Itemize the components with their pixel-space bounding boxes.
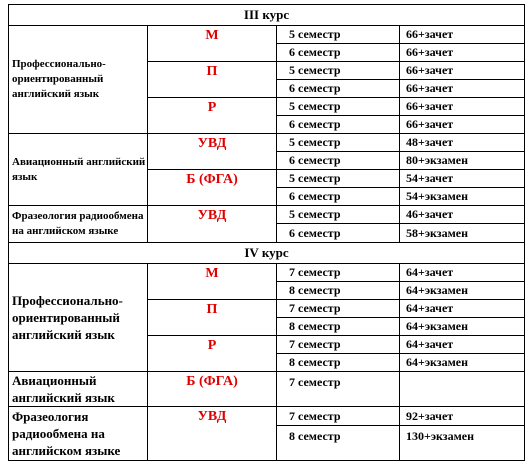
semester-cell: 5 семестр bbox=[277, 170, 400, 188]
subject-name: Авиационный английский язык bbox=[9, 134, 148, 206]
specialty-label: М bbox=[148, 26, 277, 62]
result-cell: 66+зачет bbox=[400, 98, 525, 116]
semester-cell: 5 семестр bbox=[277, 98, 400, 116]
table-row bbox=[9, 134, 525, 152]
specialty-label: УВД bbox=[148, 206, 277, 243]
table-row bbox=[9, 206, 525, 224]
semester-cell: 5 семестр bbox=[277, 26, 400, 44]
specialty-label: УВД bbox=[148, 407, 277, 461]
specialty-label: Р bbox=[148, 336, 277, 372]
result-cell bbox=[400, 372, 525, 407]
course-header-row bbox=[9, 5, 525, 26]
specialty-label: Б (ФГА) bbox=[148, 170, 277, 206]
semester-cell: 7 семестр bbox=[277, 300, 400, 318]
table-row bbox=[9, 372, 525, 407]
subject-name: Фразеология радиообмена на английском языке bbox=[9, 206, 148, 243]
table-row bbox=[9, 26, 525, 44]
specialty-label: П bbox=[148, 62, 277, 98]
specialty-label: Б (ФГА) bbox=[148, 372, 277, 407]
specialty-label: П bbox=[148, 300, 277, 336]
result-cell: 66+зачет bbox=[400, 80, 525, 98]
result-cell: 80+экзамен bbox=[400, 152, 525, 170]
result-cell: 130+экзамен bbox=[400, 426, 525, 461]
course-title: III курс bbox=[9, 5, 525, 26]
result-cell: 66+зачет bbox=[400, 44, 525, 62]
specialty-label: УВД bbox=[148, 134, 277, 170]
subject-name: Профессионально-ориентированный английский язык bbox=[9, 26, 148, 134]
table-row bbox=[9, 407, 525, 426]
result-cell: 66+зачет bbox=[400, 116, 525, 134]
result-cell: 64+зачет bbox=[400, 336, 525, 354]
semester-cell: 7 семестр bbox=[277, 264, 400, 282]
semester-cell: 8 семестр bbox=[277, 426, 400, 461]
table-row bbox=[9, 264, 525, 282]
semester-cell: 6 семестр bbox=[277, 152, 400, 170]
subject-name: Авиационный английский язык bbox=[9, 372, 148, 407]
result-cell: 54+экзамен bbox=[400, 188, 525, 206]
result-cell: 46+зачет bbox=[400, 206, 525, 224]
semester-cell: 6 семестр bbox=[277, 44, 400, 62]
specialty-label: М bbox=[148, 264, 277, 300]
semester-cell: 7 семестр bbox=[277, 336, 400, 354]
result-cell: 54+зачет bbox=[400, 170, 525, 188]
semester-cell: 8 семестр bbox=[277, 354, 400, 372]
semester-cell: 7 семестр bbox=[277, 372, 400, 407]
result-cell: 64+зачет bbox=[400, 264, 525, 282]
curriculum-table bbox=[8, 4, 525, 461]
specialty-label: Р bbox=[148, 98, 277, 134]
semester-cell: 5 семестр bbox=[277, 62, 400, 80]
semester-cell: 8 семестр bbox=[277, 282, 400, 300]
course-title: IV курс bbox=[9, 243, 525, 264]
semester-cell: 7 семестр bbox=[277, 407, 400, 426]
result-cell: 64+зачет bbox=[400, 300, 525, 318]
result-cell: 58+экзамен bbox=[400, 224, 525, 243]
semester-cell: 6 семестр bbox=[277, 80, 400, 98]
result-cell: 48+зачет bbox=[400, 134, 525, 152]
semester-cell: 5 семестр bbox=[277, 206, 400, 224]
course-header-row bbox=[9, 243, 525, 264]
semester-cell: 6 семестр bbox=[277, 224, 400, 243]
semester-cell: 8 семестр bbox=[277, 318, 400, 336]
result-cell: 92+зачет bbox=[400, 407, 525, 426]
result-cell: 66+зачет bbox=[400, 62, 525, 80]
subject-name: Фразеология радиообмена на английском языке bbox=[9, 407, 148, 461]
semester-cell: 6 семестр bbox=[277, 116, 400, 134]
result-cell: 64+экзамен bbox=[400, 282, 525, 300]
result-cell: 66+зачет bbox=[400, 26, 525, 44]
subject-name: Профессионально-ориентированный английский язык bbox=[9, 264, 148, 372]
result-cell: 64+экзамен bbox=[400, 318, 525, 336]
result-cell: 64+экзамен bbox=[400, 354, 525, 372]
semester-cell: 6 семестр bbox=[277, 188, 400, 206]
semester-cell: 5 семестр bbox=[277, 134, 400, 152]
